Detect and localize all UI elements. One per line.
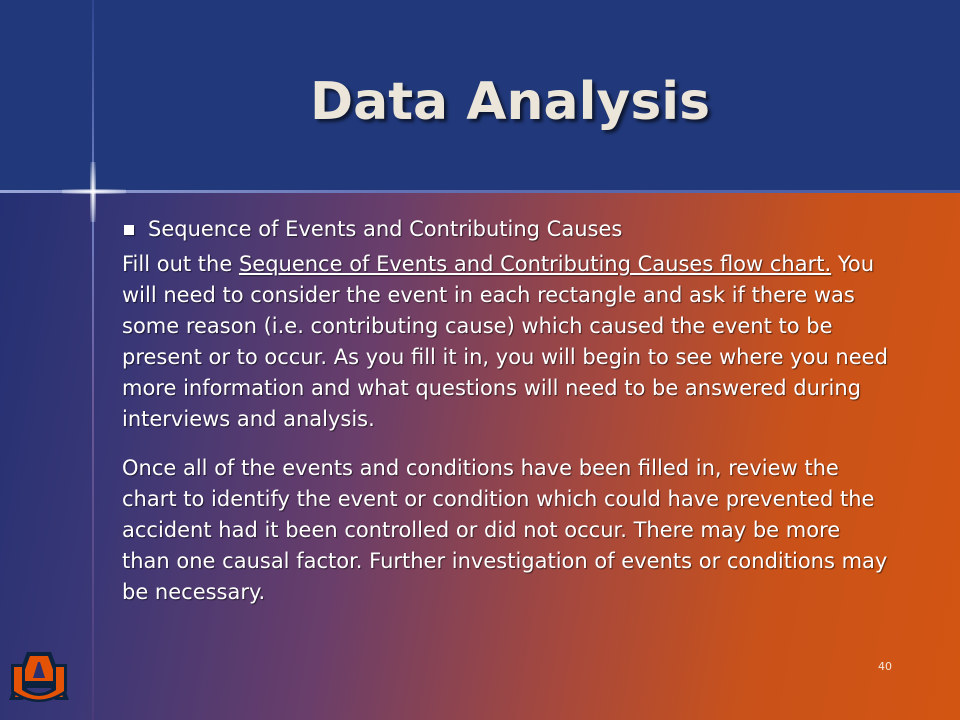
logo-mark [9, 652, 69, 702]
slide-title: Data Analysis [309, 72, 711, 132]
paragraph-review: Once all of the events and conditions have been filled in, review the chart to identify the event or condition which could have prevented the accident had it been controlled or did not occur. There may be more than one causal factor. Further investigation of events or conditions may be necessary. [122, 456, 888, 604]
logo-text: AU [39, 707, 41, 708]
paragraph-suffix: You will need to consider the event in each rectangle and ask if there was some reason (i.e. contributing cause) which caused the event to be present or to occur. As you fill it in, you will begin to see where you need more information and what questions will need to be answered during interviews and analysis. [122, 252, 888, 431]
sparkle-vertical [90, 162, 96, 222]
flow-chart-link[interactable]: Sequence of Events and Contributing Causes flow chart. [238, 252, 832, 276]
slide-number: 40 [878, 660, 892, 673]
auburn-logo [5, 648, 73, 708]
bullet-item [122, 214, 890, 245]
slide-body [122, 214, 890, 608]
header-divider [0, 190, 960, 193]
paragraph-fill-out [122, 249, 890, 435]
bullet-square-icon [124, 225, 134, 235]
paragraph-prefix: Fill out the [122, 252, 239, 276]
bullet-text: Sequence of Events and Contributing Causes [148, 217, 623, 241]
vertical-accent-line [92, 0, 94, 720]
